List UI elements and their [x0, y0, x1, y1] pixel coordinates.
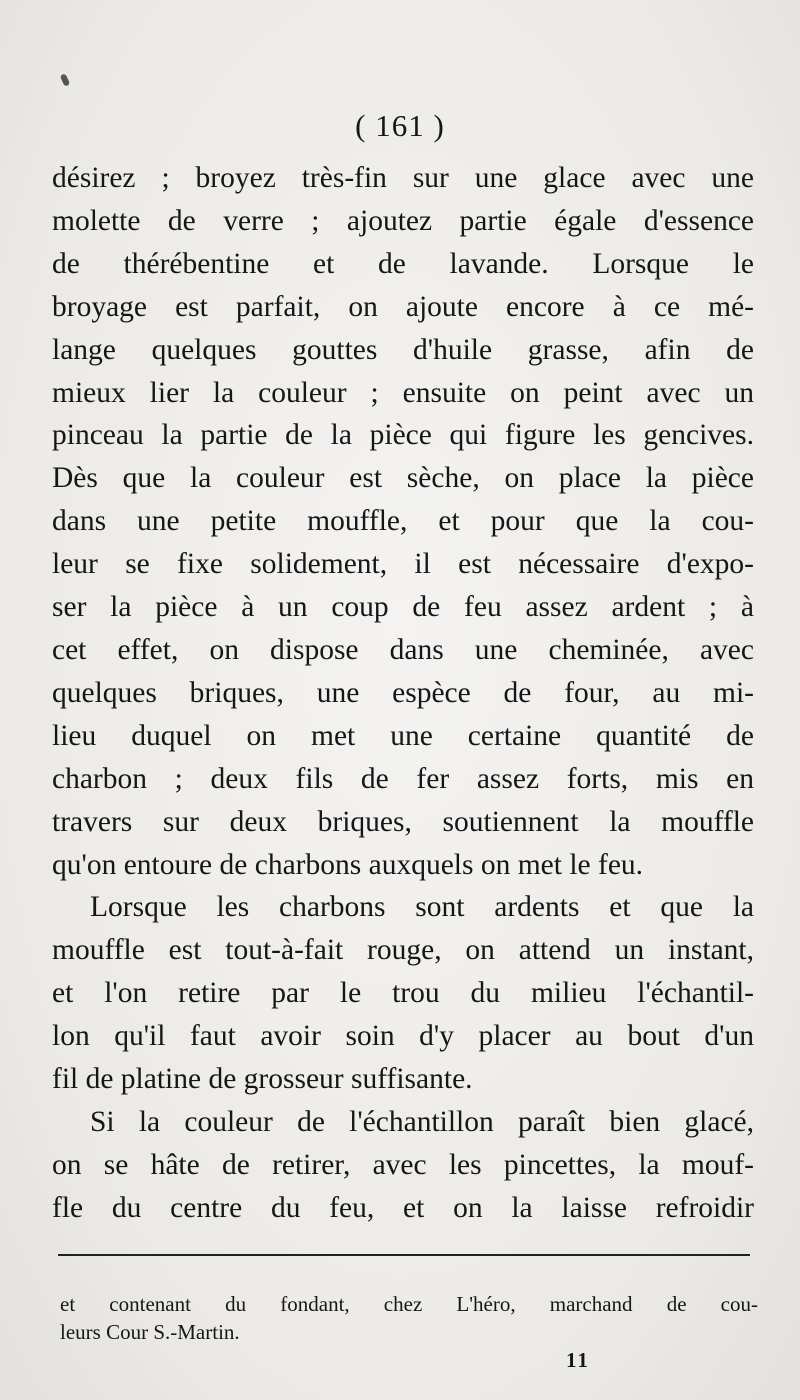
page-number: ( 161 ): [355, 108, 445, 143]
text-line: désirez ; broyez très-fin sur une glace avec une: [52, 162, 754, 194]
text-line: fil de platine de grosseur suffisante.: [52, 1063, 473, 1096]
text-line: et l'on retire par le trou du milieu l'échantil-: [52, 977, 754, 1010]
text-line: mouffle est tout-à-fait rouge, on attend un instant,: [52, 934, 754, 967]
text-line: de thérébentine et de lavande. Lorsque le: [52, 247, 754, 280]
ink-speck: [60, 73, 71, 86]
text-line: leur se fixe solidement, il est nécessaire d'expo-: [52, 548, 754, 581]
footnote-line: leurs Cour S.-Martin.: [60, 1320, 240, 1344]
text-line: Dès que la couleur est sèche, on place la pièce: [52, 462, 754, 495]
text-line: lieu duquel on met une certaine quantité de: [52, 719, 754, 752]
footnote-line: et contenant du fondant, chez L'héro, marchand de cou-: [60, 1292, 758, 1316]
text-line: molette de verre ; ajoutez partie égale d'essence: [52, 204, 754, 237]
text-line: Si la couleur de l'échantillon paraît bien glacé,: [90, 1105, 754, 1138]
text-line: cet effet, on dispose dans une cheminée, avec: [52, 633, 754, 666]
footnote: [60, 1290, 758, 1346]
text-line: quelques briques, une espèce de four, au mi-: [52, 676, 754, 709]
text-line: travers sur deux briques, soutiennent la mouffle: [52, 805, 754, 838]
text-line: lange quelques gouttes d'huile grasse, afin de: [52, 333, 754, 366]
text-line: lon qu'il faut avoir soin d'y placer au bout d'un: [52, 1020, 754, 1053]
text-line: qu'on entoure de charbons auxquels on met le feu.: [52, 848, 644, 881]
text-line: ser la pièce à un coup de feu assez ardent ; à: [52, 591, 754, 624]
signature-mark: 11: [566, 1348, 590, 1372]
text-line: mieux lier la couleur ; ensuite on peint avec un: [52, 376, 754, 409]
text-line: charbon ; deux fils de fer assez forts, mis en: [52, 762, 754, 795]
text-line: Lorsque les charbons sont ardents et que la: [90, 891, 754, 924]
text-line: dans une petite mouffle, et pour que la cou-: [52, 505, 754, 538]
footnote-divider: [58, 1254, 750, 1256]
text-line: fle du centre du feu, et on la laisse refroidir: [52, 1191, 754, 1224]
body-text: [52, 157, 754, 1230]
text-line: pinceau la partie de la pièce qui figure les gencives.: [52, 419, 754, 452]
text-line: broyage est parfait, on ajoute encore à ce mé-: [52, 290, 754, 323]
text-line: on se hâte de retirer, avec les pincettes, la mouf-: [52, 1148, 754, 1181]
